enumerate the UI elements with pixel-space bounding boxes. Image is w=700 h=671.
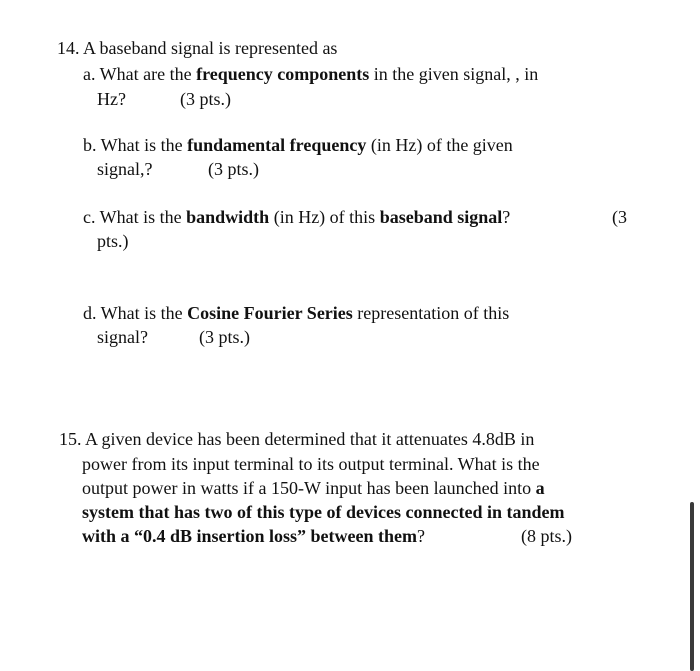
q15-line2: power from its input terminal to its output terminal. What is the: [82, 454, 540, 474]
q14-stem: 14. A baseband signal is represented as: [57, 38, 338, 58]
q14b-line2: signal,?: [97, 159, 153, 179]
q15-line3: output power in watts if a 150-W input has been launched into a: [82, 478, 545, 498]
q15-line5: with a “0.4 dB insertion loss” between them?: [82, 526, 426, 546]
q14c-line1: c. What is the bandwidth (in Hz) of this baseband signal?: [83, 207, 511, 227]
q14d-line1: d. What is the Cosine Fourier Series representation of this: [83, 303, 510, 323]
q14a-line2: Hz?: [97, 89, 126, 109]
q14b-points: (3 pts.): [208, 159, 259, 179]
q14d-points: (3 pts.): [199, 327, 250, 347]
q15-line1: 15. A given device has been determined that it attenuates 4.8dB in: [59, 429, 535, 449]
vertical-scrollbar[interactable]: [690, 502, 694, 671]
q14b-line1: b. What is the fundamental frequency (in Hz) of the given: [83, 135, 513, 155]
q14a-points: (3 pts.): [180, 89, 231, 109]
q15-points: (8 pts.): [521, 526, 572, 546]
q14a-line1: a. What are the frequency components in the given signal, , in: [83, 64, 539, 84]
q14d-line2: signal?: [97, 327, 148, 347]
q15-line4: system that has two of this type of devices connected in tandem: [82, 502, 565, 522]
q14c-line2: pts.): [97, 231, 129, 251]
q14c-points-start: (3: [612, 207, 627, 227]
